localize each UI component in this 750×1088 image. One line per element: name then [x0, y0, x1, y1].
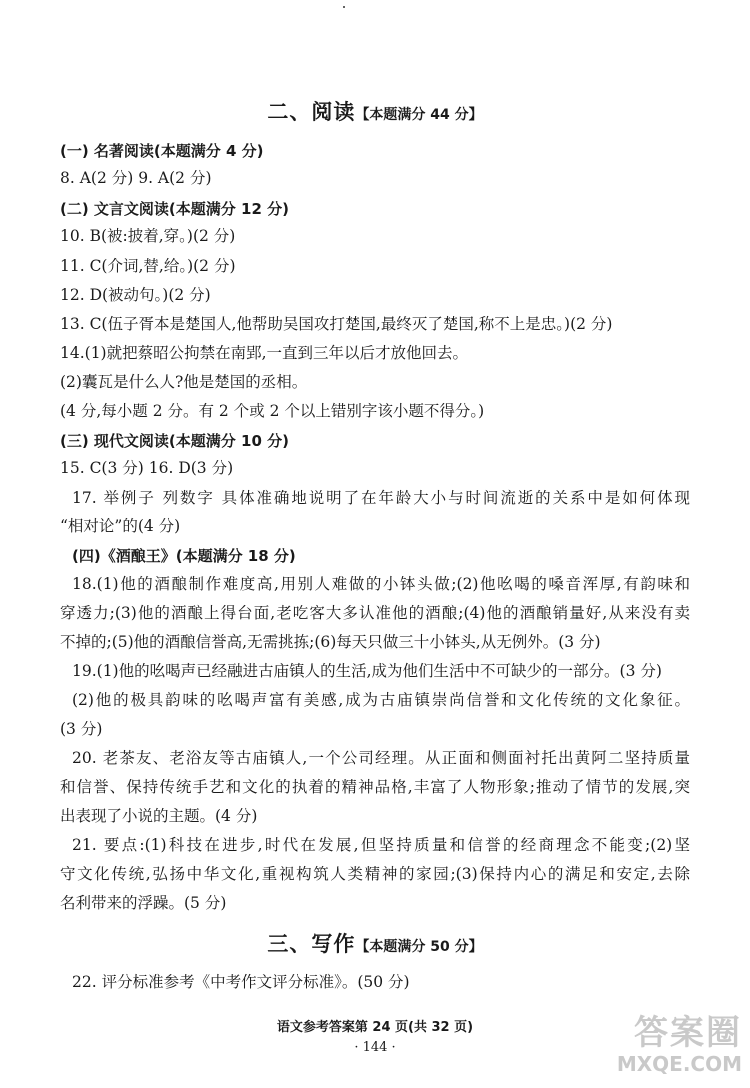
section-title-text: 二、阅读	[267, 100, 356, 124]
section-title-reading	[0, 96, 750, 126]
answer-19-line2: (2)他的极具韵味的吆喝声富有美感,成为古庙镇崇尚信誉和文化传统的文化象征。	[72, 691, 690, 709]
section-score-note: 【本题满分 50 分】	[355, 939, 483, 955]
section-score-note: 【本题满分 44 分】	[355, 107, 483, 123]
footer-label: 语文参考答案第 24 页(共 32 页)	[276, 1020, 474, 1035]
watermark-logo-text: 答案圈	[634, 1013, 742, 1053]
answer-21-line2: 守文化传统,弘扬中华文化,重视构筑人类精神的家园;(3)保持内心的满足和安定,去除	[60, 865, 690, 883]
answer-8-9: 8. A(2 分) 9. A(2 分)	[60, 169, 212, 187]
watermark-url: MXQE.COM	[616, 1052, 742, 1076]
answer-18-line3: 不掉的;(5)他的酒酿信誉高,无需挑拣;(6)每天只做三十小钵头,从无例外。(3 分)	[60, 633, 601, 651]
answer-13: 13. C(伍子胥本是楚国人,他帮助吴国攻打楚国,最终灭了楚国,称不上是忠。)(2 分)	[60, 315, 613, 333]
answer-20-line3: 出表现了小说的主题。(4 分)	[60, 807, 258, 825]
answer-22: 22. 评分标准参考《中考作文评分标准》。(50 分)	[72, 973, 410, 991]
answer-12: 12. D(被动句。)(2 分)	[60, 286, 211, 304]
answer-17-line1: 17. 举例子 列数字 具体准确地说明了在年龄大小与时间流逝的关系中是如何体现	[72, 489, 690, 507]
answer-18-line2: 穿透力;(3)他的酒酿上得台面,老吃客大多认准他的酒酿;(4)他的酒酿销量好,从来没有卖	[60, 604, 690, 622]
scan-dot	[343, 6, 345, 8]
subsection-classics: (一) 名著阅读(本题满分 4 分)	[60, 142, 264, 160]
subsection-classical-chinese: (二) 文言文阅读(本题满分 12 分)	[60, 200, 289, 218]
answer-19-line3: (3 分)	[60, 720, 103, 738]
subsection-modern-prose: (三) 现代文阅读(本题满分 10 分)	[60, 432, 289, 450]
section-title-writing	[0, 928, 750, 958]
answer-11: 11. C(介词,替,给。)(2 分)	[60, 257, 236, 275]
section-title-text: 三、写作	[267, 932, 356, 956]
answer-14-part2: (2)囊瓦是什么人?他是楚国的丞相。	[60, 373, 308, 391]
answer-18-line1: 18.(1)他的酒酿制作难度高,用别人难做的小钵头做;(2)他吆喝的嗓音浑厚,有韵味和	[72, 575, 690, 593]
answer-20-line1: 20. 老茶友、老浴友等古庙镇人,一个公司经理。从正面和侧面衬托出黄阿二坚持质量	[72, 749, 690, 767]
answer-20-line2: 和信誉、保持传统手艺和文化的执着的精神品格,丰富了人物形象;推动了情节的发展,突	[60, 778, 690, 796]
answer-21-line3: 名利带来的浮躁。(5 分)	[60, 894, 227, 912]
answer-14-part1: 14.(1)就把蔡昭公拘禁在南郢,一直到三年以后才放他回去。	[60, 344, 469, 362]
answer-19-line1: 19.(1)他的吆喝声已经融进古庙镇人的生活,成为他们生活中不可缺少的一部分。(3 分)	[72, 662, 662, 680]
answer-10: 10. B(被:披着,穿。)(2 分)	[60, 227, 236, 245]
answer-14-scoring: (4 分,每小题 2 分。有 2 个或 2 个以上错别字该小题不得分。)	[60, 402, 485, 420]
site-watermark	[572, 1014, 742, 1084]
answer-15-16: 15. C(3 分) 16. D(3 分)	[60, 459, 234, 477]
answer-21-line1: 21. 要点:(1)科技在进步,时代在发展,但坚持质量和信誉的经商理念不能变;(2)坚	[72, 836, 690, 854]
page-number: · 144 ·	[354, 1040, 396, 1055]
answer-17-line2: “相对论”的(4 分)	[60, 517, 181, 535]
subsection-jiuniangwang: (四)《酒酿王》(本题满分 18 分)	[72, 547, 296, 565]
